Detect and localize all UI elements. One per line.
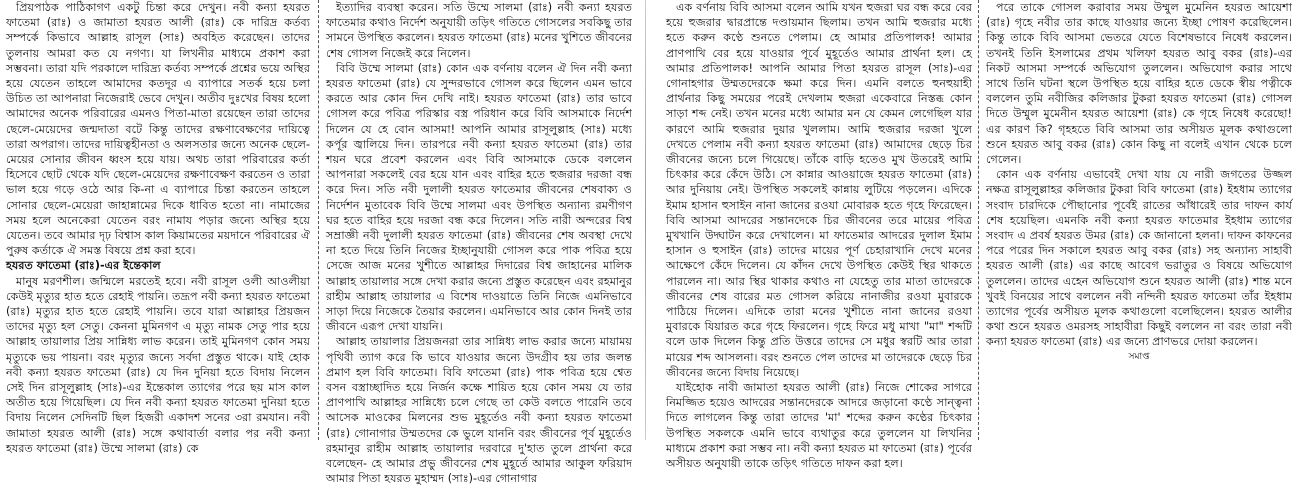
page-gutter — [645, 0, 646, 440]
paragraph: বিবি উম্মে সালমা (রাঃ) কোন এক বর্ণনায় বলেন ঐ দিন নবী কন্যা হযরত ফাতেমা (রাঃ) যে সুন্দরভাবে গোসল করে ছিলেন এমন ভাবে করতে আর কোন দিন দেখি নাই। হযরত ফাতেমা (রাঃ) তার ভাবে গোসল করে পবিত্র পরিস্কার বস্ত্র পরিধান করে বিবি আসমাকে নির্দেশ দিলেন যে হে বোন আসমা! আপনি আমার রাসূলুল্লাহ (সাঃ) মধ্যে কর্পূর জ্বালিয়ে দিন। তারপরে নবী কন্যা হযরত ফাতেমা (রাঃ) তার শয়ন ঘরে প্রবেশ করলেন এবং বিবি আসমাকে ডেকে বললেন আপনারা সকলেই বের হয়ে যান এবং বাহির হতে হুজরার দরজা বন্ধ করে দিন। সতি নবী দুলালী হযরত ফাতেমার জীবনের শেষবাক্য ও নির্দেশন মুতাবেক বিবি উম্মে সালমা এবং উপস্থিত অন্যান্য রমণীগণ ঘর হতে বাহির হয়ে দরজা বন্ধ করে দিলেন। সতি নারী অন্দরের বিশ্ব সম্রাজ্ঞী নবী দুলালী হযরত ফাতেমা (রাঃ) জীবনের শেষ অবস্থা দেখে না হতে দিয়ে তিনি নিজের ইচ্ছানুযায়ী গোসল করে পাক পবিত্র হয়ে সেজে আজ মনের খুশীতে আল্লাহর দিদারের বিশ্ব জাহানের মালিক আল্লাহ তায়ালার সঙ্গে দেখা করার জন্যে প্রস্তুত করেছেন এবং রহমানুর রাহীম আল্লাহ তায়ালার এ বিশেষ দাওয়াতে তিনি নিজে এমনিভাবে সাড়া দিয়ে নিজেকে তৈয়ার করলেন। এমনিভাবে আর কোন দিনই তার জীবনে এরূপ দেখা যায়নি। — [326, 61, 632, 334]
column-2 — [326, 0, 632, 486]
paragraph: যাইহোক নাবী জামাতা হযরত আলী (রাঃ) নিজে শোকের সাগরে নিমজ্জিত হয়েও আদরের সন্তানদেরকে আদরে জড়ানো কণ্ঠে সান্ত্বনা দিতে লাগলেন কিন্তু তারা তাদের 'মা' শব্দের করুন কণ্ঠের চিৎকার উপস্থিত সকলকে এমনি ভাবে ব্যথাতুর করে তুললেন যা লিখনির মাধ্যমে প্রকাশ করা সম্ভব না। নবী কন্যা হযরত মা ফাতেমা (রাঃ) পূর্বের অসীয়ত অনুযায়ী তাকে তড়িৎ গতিতে দাফন করা হল। — [666, 381, 972, 471]
column-1 — [6, 0, 310, 455]
paragraph: পরে তাকে গোসল করাবার সময় উম্মুল মুমেনিন হযরত আয়েশা (রাঃ) গৃহে নবীর তার কাছে যাওয়ার জন্যে ইচ্ছা পোষণ করেছিলেন। কিন্তু তাকে বিবি আসমা ভেতরে যেতে বিশেষভাবে নিষেধ করলেন। তখনই তিনি ইসলামের প্রথম খলিফা হযরত আবু বকর (রাঃ)-এর নিকট আসমা সম্পর্কে অভিযোগ তুললেন। অভিযোগ করার সাথে সাথে তিনি ঘটনা স্থলে উপস্থিত হয়ে বাহির হতে ডেকে স্বীয় পত্নীকে বললেন তুমি নবীজির কলিজার টুকরা হযরত ফাতেমা (রাঃ) গোসল দিতে উম্মুল মুমেনীন হযরত আয়েশা (রাঃ) কে গৃহে নিষেধ করেছো! এর কারণ কি? গৃহহতে বিবি আসমা তার অসীয়ত মূলক কথাগুলো শুনে হযরত আবু বকর (রাঃ) কোন কিছু না বলেই এখান থেকে চলে গেলেন। — [986, 1, 1292, 167]
column-divider — [978, 0, 979, 440]
paragraph: কোন এক বর্ণনায় এভাবেই দেখা যায় যে নারী জগতের উজ্জল নক্ষত্র রাসূলুল্লাহর কলিজার টুকরা বিবি ফাতেমা (রাঃ) ইহধাম ত্যাগের সংবাদ চারদিকে পৌছানোর পূর্বেই রাতের আঁধারেই তার দাফন কার্য শেষ হয়েছিল। এমনকি নবী কন্যা হযরত ফাতেমার ইহধাম ত্যাগের সংবাদ এ প্রবর্ষ হযরত উমর (রাঃ) কে জানানো হলনা। দাফন কাফনের পরে পরের দিন সকালে হযরত আবু বকর (রাঃ) সহ অন্যান্য সাহাবী হযরত আলী (রাঃ) এর কাছে আবেগ ভরাতুর ও বিষয়ে অভিযোগ তুললেন। তাদের এহেন অভিযোগ শুনে হযরত আলী (রাঃ) শান্ত মনে খুবই বিনয়ের সাথে বললেন নবী নন্দিনী হযরত ফাতেমা তাঁর ইহধাম ত্যাগের পূর্বের অসীয়ত মূলক কথাগুলো বলেছিলেন। হযরত আলীর কথা শুনে হযরত ওমরসহ সাহাবীরা কিছুই বললেন না বরং তারা নবী কন্যা হযরত ফাতেমা (রাঃ) এর জন্যে প্রাণভরে দোয়া করলেন। — [986, 168, 1292, 349]
paragraph: প্রিয়পাঠক পাঠিকাগণ একটু চিন্তা করে দেখুন। নবী কন্যা হযরত ফাতেমা (রাঃ) ও জামাতা হযরত আলী (রাঃ) কে দারিদ্র কর্তব্য সম্পর্কে কিভাবে আল্লাহ রাসূল (সাঃ) অবহিত করেছেন। তাদের তুলনায় আমরা কত যে নগণ্য। যা লিখনীর মাধ্যমে প্রকাশ করা সম্ভবনা। তারা যদি পরকালে দারিদ্র্য কর্তব্য সম্পর্কে প্রশ্নের ভয়ে অস্থির হয়ে যেতেন তাহলে আমাদের কতদূর এ ব্যাপারে সতর্ক হয়ে চলা উচিত তা আপনারা নিজেরাই ভেবে দেখুন। অতীব দুঃখের বিষয় হলো আমাদের অনেক পরিবারের এমনও পিতা-মাতা রয়েছেন তারা তাদের ছেলে-মেয়েদের জন্মদাতা বটে কিন্তু তাদের রক্ষণাবেক্ষণের দায়িত্বে তারা অপরাগ। তাদের দায়িত্বহীনতা ও অলসতার জন্যে অনেক ছেলে-মেয়ের সোনার জীবন ধ্বংস হয়ে যায়। অথচ তারা পরিবারের কর্তা হিসেবে ছোট থেকে যদি ছেলে-মেয়েদের রক্ষণাবেক্ষণ করতেন ও তারা ভাল হয়ে গড়ে ওঠে আর কি-না এ ব্যাপারে চিন্তা করতেন তাহলে সোনার ছেলে-মেয়েরা জাহান্নামের দিকে ধাবিত হতো না। নামাজের সময় হলে অনেকেরা যেতেন বরং নামায পড়ার জন্যে অস্থির হয়ে যেতেন। তবে আমার দৃঢ় বিশ্বাস কাল কিয়ামতের ময়দানে পরিবারের ঐ পুরুষ কর্তাকে ঐ সমস্ত বিষয়ে প্রশ্ন করা হবে। — [6, 1, 310, 258]
end-marker: সমাপ্ত — [1128, 351, 1150, 362]
paragraph: মানুষ মরণশীল। জন্মিলে মরতেই হবে। নবী রাসূল ওলী আওলীয়া কেউই মৃত্যুর হাত হতে রেহাই পায়নি। তদ্রূপ নবী কন্যা হযরত ফাতেমা (রাঃ) মৃত্যুর হাত হতে রেহাই পায়নি। তবে যারা আল্লাহর প্রিয়জন তাদের মৃত্যু হল সেতু। কেননা মুমিনগণ এ মৃত্যু নামক সেতু পার হয়ে আল্লাহ তায়ালার প্রিয় সান্নিধ্য লাভ করেন। তাই মুমিনগণ কোন সময় মৃত্যুকে ভয় পায়না। বরং মৃত্যুর জন্যে সর্বদা প্রস্তুত থাকে। যাই হোক নবী কন্যা হযরত ফাতেমা (রাঃ) যে দিন দুনিয়া হতে বিদায় নিলেন সেই দিন রাসূলুল্লাহ (সাঃ)-এর ইন্তেকাল ত্যাগের পরে ছয় মাস কাল অতীত হয়ে গিয়েছিল। যে দিন নবী কন্যা হযরত ফাতেমা দুনিয়া হতে বিদায় নিলেন সেদিনটি ছিল হিজরী একাদশ সনের ৩রা রমযান। নবী জামাতা হযরত আলী (রাঃ) সঙ্গে কথাবার্তা বলার পর নবী কন্যা হযরত ফাতেমা (রাঃ) উম্মে সালমা (রাঃ) কে — [6, 274, 310, 455]
paragraph: আল্লাহ তায়ালার প্রিয়জনরা তার সান্নিধ্য লাভ করার জন্যে মায়াময় পৃথিবী ত্যাগ করে কি ভাবে যাওয়ার জন্যে উদগ্রীব হয় তার জলন্ত প্রমাণ হল বিবি ফাতেমা। বিবি ফাতেমা (রাঃ) পাক পবিত্র হয়ে শ্বেত বসন বস্ত্রাচ্ছাদিত হয়ে নির্জন কক্ষে শায়িত হয়ে কোন সময় যে তার প্রাণপাখি আল্লাহর সান্নিধ্যে চলে গেছে তা কেউ বলতে পারেনি তবে আসেক মাওকের মিলনের শুভ মুহূর্তেও নবী কন্যা হযরত ফাতেমা (রাঃ) গোনাগার উম্মতদের কে ভুলে যাননি বরং জীবনের পূর্ব মুহূর্তেও রহমানুর রাহীম আল্লাহ তায়ালার দরবারে দু'হাত তুলে প্রার্থনা করে বলেছেন- হে আমার প্রভু জীবনের শেষ মুহূর্তে আমার আকুল ফরিয়াদ আমার পিতা হযরত মুহাম্মদ (সাঃ)-এর গোনাগার — [326, 335, 632, 486]
paragraph: এক বর্ণনায় বিবি আসমা বলেন আমি যখন হুজরা ঘর বন্ধ করে বের হয়ে হুজরার দ্বারপ্রান্তে দণ্ডায়মান ছিলাম। তখন আমি হুজরার মধ্যে হতে করুন কণ্ঠে শুনতে পেলাম। হে আমার প্রতিপালক! আমার প্রাণপাখি বের হয়ে যাওয়ার পূর্বে মুহূর্তেও আমার প্রার্থনা হল। হে আমার প্রতিপালক! আপনি আমার পিতা হযরত রাসূল (সাঃ)-এর গোনাহগার উম্মতদেরকে ক্ষমা করে দিন। এমনি বলতে হুনহুয়াহী প্রার্থনার কিছু সময়ের পরেই দেখলাম হুজরা একেবারে নিস্তব্ধ কোন সাড়া শব্দ নেই। তখন মনের মধ্যে আমার মন যে কেমন লেগেছিল যার কারণে আমি হুজরার দুয়ার খুললাম। আমি হুজরার দরজা খুলে দেখতে পেলাম নবী কন্যা হযরত ফাতেমা (রাঃ) আমাদের ছেড়ে চির জীবনের জন্যে চলে গিয়েছে। তাঁকে বাড়ি হতেও মুখ উতরেই আমি চিৎকার করে কেঁদে উঠি। সে কান্নার আওয়াজে হযরত ফাতেমা (রাঃ) আর দুনিয়ায় নেই। উপস্থিত সকলেই কান্নায় লুটিয়ে পড়লেন। এদিকে ইমাম হাসান হুসাইন নানা জানের রওযা মোবারক হতে গৃহে ফিরেছেন। বিবি আসমা আদরের সন্তানদেকে চির জীবনের তরে মায়ের পবিত্র মুখখানি উদ্ঘাটন করে দেখালেন। মা ফাতেমার আদরের দুলাল ইমাম হাসান ও হুসাইন (রাঃ) তাদের মায়ের পূর্ণ চেহারাখানি দেখে মনের আক্ষেপে কেঁদে দিলেন। যে কাঁদন দেখে উপস্থিত কেউই স্থির থাকতে পারলেন না। আর স্থির থাকার কথাও না যেহেতু তার মাতা তাদেরকে জীবনের শেষ বারের মত গোসল করিয়ে নানাজীর রওযা মুবারকে পাঠিয়ে দিলেন। এদিকে তারা মনের খুশীতে নানা জানের রওযা মুবারকে যিয়ারত করে গৃহে ফিরলেন। গৃহে ফিরে মধু মাখা "মা" শব্দটি বলে ডাক দিলেন কিন্তু প্রতি উত্তরে তাদের সে মধুর স্বরটি আর তারা মায়ের শব্দ আসলনা। বরং শুনতে পেল তাদের মা তাদেরকে ছেড়ে চির জীবনের জন্যে বিদায় নিয়েছে। — [666, 1, 972, 379]
column-divider — [318, 0, 319, 440]
column-3 — [666, 0, 972, 471]
paragraph: ইত্যাদির ব্যবস্থা করেন। সতি উম্মে সালমা (রাঃ) নবী কন্যা হযরত ফাতেমার কথাও নির্দেশ অনুযায়ী তড়িৎ গতিতে গোসলের সবকিছু তার সামনে উপস্থিত করলেন। হযরত ফাতেমা (রাঃ) মনের খুশিতে জীবনের শেষ গোসল নিজেই করে নিলেন। — [326, 1, 632, 60]
section-heading: হযরত ফাতেমা (রাঃ)-এর ইন্তেকাল — [6, 259, 161, 273]
column-4 — [986, 0, 1292, 440]
